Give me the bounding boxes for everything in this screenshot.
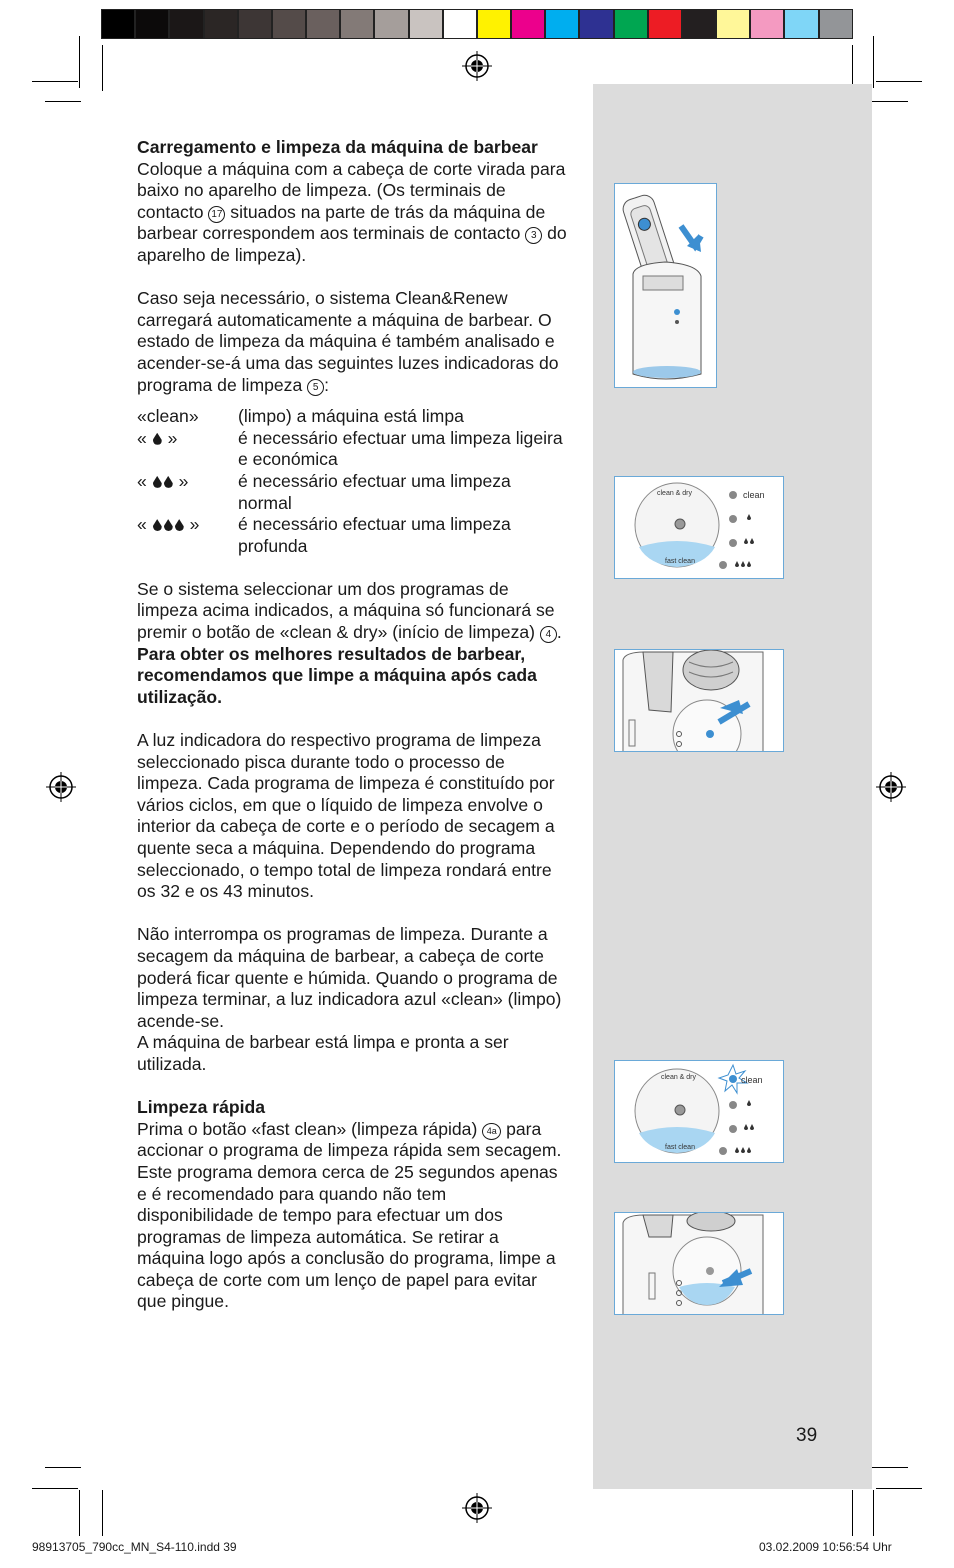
main-text-column	[137, 137, 567, 1313]
text-span: Prima o botão «fast clean» (limpeza rápida)	[137, 1118, 483, 1139]
text-span: .	[556, 622, 562, 643]
reference-number: 4a	[482, 1123, 501, 1140]
indicator-key: «clean»	[137, 406, 199, 427]
crop-mark	[873, 1490, 874, 1536]
indicator-list-item	[137, 406, 567, 428]
text-span: situados na parte de trás da máquina de barbear correspondem aos terminais de contacto	[137, 201, 546, 244]
color-swatch	[648, 9, 682, 39]
text-span: :	[324, 374, 330, 395]
color-swatch	[477, 9, 511, 39]
reference-number: 3	[525, 227, 542, 244]
color-swatch	[135, 9, 169, 39]
crop-mark	[872, 101, 908, 102]
quote-close: »	[178, 470, 189, 491]
paragraph-charging	[137, 288, 567, 396]
color-swatch	[101, 9, 135, 39]
crop-mark	[45, 101, 81, 102]
color-swatch	[545, 9, 579, 39]
crop-mark	[876, 1488, 922, 1489]
recommendation-text: Para obter os melhores resultados de barbear, recomendamos que limpe a máquina após cada utilização.	[137, 643, 537, 707]
indicator-list-item	[137, 428, 567, 471]
crop-mark	[876, 81, 922, 82]
color-swatch	[374, 9, 408, 39]
crop-mark	[79, 1490, 80, 1536]
press-clean-dry-button-illustration	[614, 649, 784, 752]
footer-timestamp: 03.02.2009 10:56:54 Uhr	[759, 1540, 892, 1554]
color-swatch	[238, 9, 272, 39]
section-heading: Carregamento e limpeza da máquina de barbear	[137, 137, 538, 157]
paragraph-do-not-interrupt: Não interrompa os programas de limpeza. Durante a secagem da máquina de barbear, a cabeça de corte poderá ficar quente e húmida. Quando o programa de limpeza terminar, a luz indicadora azul «clean» (limpo) acende-se.	[137, 924, 562, 1031]
indicator-key	[137, 428, 238, 471]
paragraph-ready: A máquina de barbear está limpa e pronta a ser utilizada.	[137, 1032, 509, 1074]
indicator-panel-illustration	[614, 476, 784, 579]
quote-close: »	[189, 514, 200, 535]
indicator-description: é necessário efectuar uma limpeza normal	[238, 470, 511, 513]
crop-mark	[32, 81, 78, 82]
quote-open: «	[137, 470, 147, 491]
clean-dry-label: clean & dry	[657, 490, 693, 497]
quick-clean-heading: Limpeza rápida	[137, 1097, 266, 1118]
color-swatch	[409, 9, 443, 39]
color-swatch	[204, 9, 238, 39]
paragraph-cleaning-process: A luz indicadora do respectivo programa de limpeza seleccionado pisca durante todo o processo de limpeza. Cada programa de limpeza é constituído por vários ciclos, em que o líquido de limpeza envolve o interior da cabeça de corte e o período de secagem a quente seca a máquina. Dependendo do programa seleccionado, o tempo total de limpeza rondará entre os 32 e os 43 minutos.	[137, 730, 555, 902]
text-span: Se o sistema seleccionar um dos programas de limpeza acima indicados, a máquina só funcionará se premir o botão de «clean & dry» (início de limpeza)	[137, 578, 555, 643]
color-swatch	[579, 9, 613, 39]
color-swatch	[169, 9, 203, 39]
color-swatch	[443, 9, 477, 39]
drop-icon	[164, 519, 173, 531]
color-swatch	[511, 9, 545, 39]
color-swatch	[784, 9, 818, 39]
color-swatch	[819, 9, 853, 39]
crop-mark	[872, 1467, 908, 1468]
reference-number: 4	[540, 626, 557, 643]
quote-open: «	[137, 427, 147, 448]
color-swatch	[716, 9, 750, 39]
print-color-bar	[101, 9, 853, 39]
paragraph-quick-clean	[137, 1119, 567, 1313]
indicator-key	[137, 514, 238, 557]
press-fast-clean-button-illustration	[614, 1212, 784, 1315]
indicator-list-item	[137, 514, 567, 557]
page-number: 39	[796, 1425, 818, 1446]
shaver-in-cleaning-station-illustration	[614, 183, 717, 388]
color-swatch	[306, 9, 340, 39]
drop-icon	[164, 476, 173, 488]
crop-mark	[45, 1467, 81, 1468]
registration-mark-icon	[462, 51, 492, 81]
reference-number: 5	[307, 379, 324, 396]
indicator-list-item	[137, 471, 567, 514]
registration-mark-icon	[46, 772, 76, 802]
clean-dry-label: clean & dry	[661, 1074, 697, 1081]
crop-mark	[79, 36, 80, 88]
color-swatch	[272, 9, 306, 39]
color-swatch	[750, 9, 784, 39]
color-swatch	[614, 9, 648, 39]
crop-mark	[32, 1488, 78, 1489]
registration-mark-icon	[462, 1493, 492, 1523]
text-span: do aparelho de limpeza).	[137, 223, 567, 265]
clean-light-label: clean	[743, 490, 765, 500]
quote-open: «	[137, 514, 147, 535]
indicator-description: (limpo) a máquina está limpa	[238, 406, 464, 427]
crop-mark	[102, 45, 103, 91]
fast-clean-label: fast clean	[665, 1144, 695, 1151]
color-swatch	[682, 9, 716, 39]
paragraph-start-cleaning	[137, 579, 567, 709]
crop-mark	[852, 1490, 853, 1536]
crop-mark	[873, 36, 874, 88]
footer-file-info: 98913705_790cc_MN_S4-110.indd 39	[32, 1540, 237, 1554]
fast-clean-label: fast clean	[665, 558, 695, 565]
reference-number: 17	[208, 206, 225, 223]
clean-light-label: clean	[741, 1075, 763, 1085]
text-span: Caso seja necessário, o sistema Clean&Renew carregará automaticamente a máquina de barbear. O estado de limpeza da máquina é também analisado e acender-se-á uma das seguintes luzes indicadoras do programa de limpeza	[137, 288, 559, 395]
indicator-description: é necessário efectuar uma limpeza ligeira e económica	[238, 427, 563, 470]
indicator-key	[137, 471, 238, 514]
color-swatch	[340, 9, 374, 39]
text-span: Coloque a máquina com a cabeça de corte virada para baixo no aparelho de limpeza. (Os terminais de contacto	[137, 158, 566, 222]
drop-icon	[153, 519, 162, 531]
drop-icon	[153, 433, 162, 445]
text-span: para accionar o programa de limpeza rápida sem secagem. Este programa demora cerca de 25 segundos apenas e é recomendado para quando não tem disponibilidade de tempo para efectuar um dos programas de limpeza automática. Se retirar a máquina logo após a conclusão do programa, limpe a cabeça de corte com um lenço de papel para evitar que pingue.	[137, 1118, 562, 1312]
indicator-description: é necessário efectuar uma limpeza profunda	[238, 514, 511, 556]
registration-mark-icon	[876, 772, 906, 802]
quote-close: »	[167, 427, 178, 448]
crop-mark	[102, 1490, 103, 1536]
drop-icon	[153, 476, 162, 488]
clean-light-on-illustration	[614, 1060, 784, 1163]
drop-icon	[175, 519, 184, 531]
paragraph-placement	[137, 159, 567, 267]
